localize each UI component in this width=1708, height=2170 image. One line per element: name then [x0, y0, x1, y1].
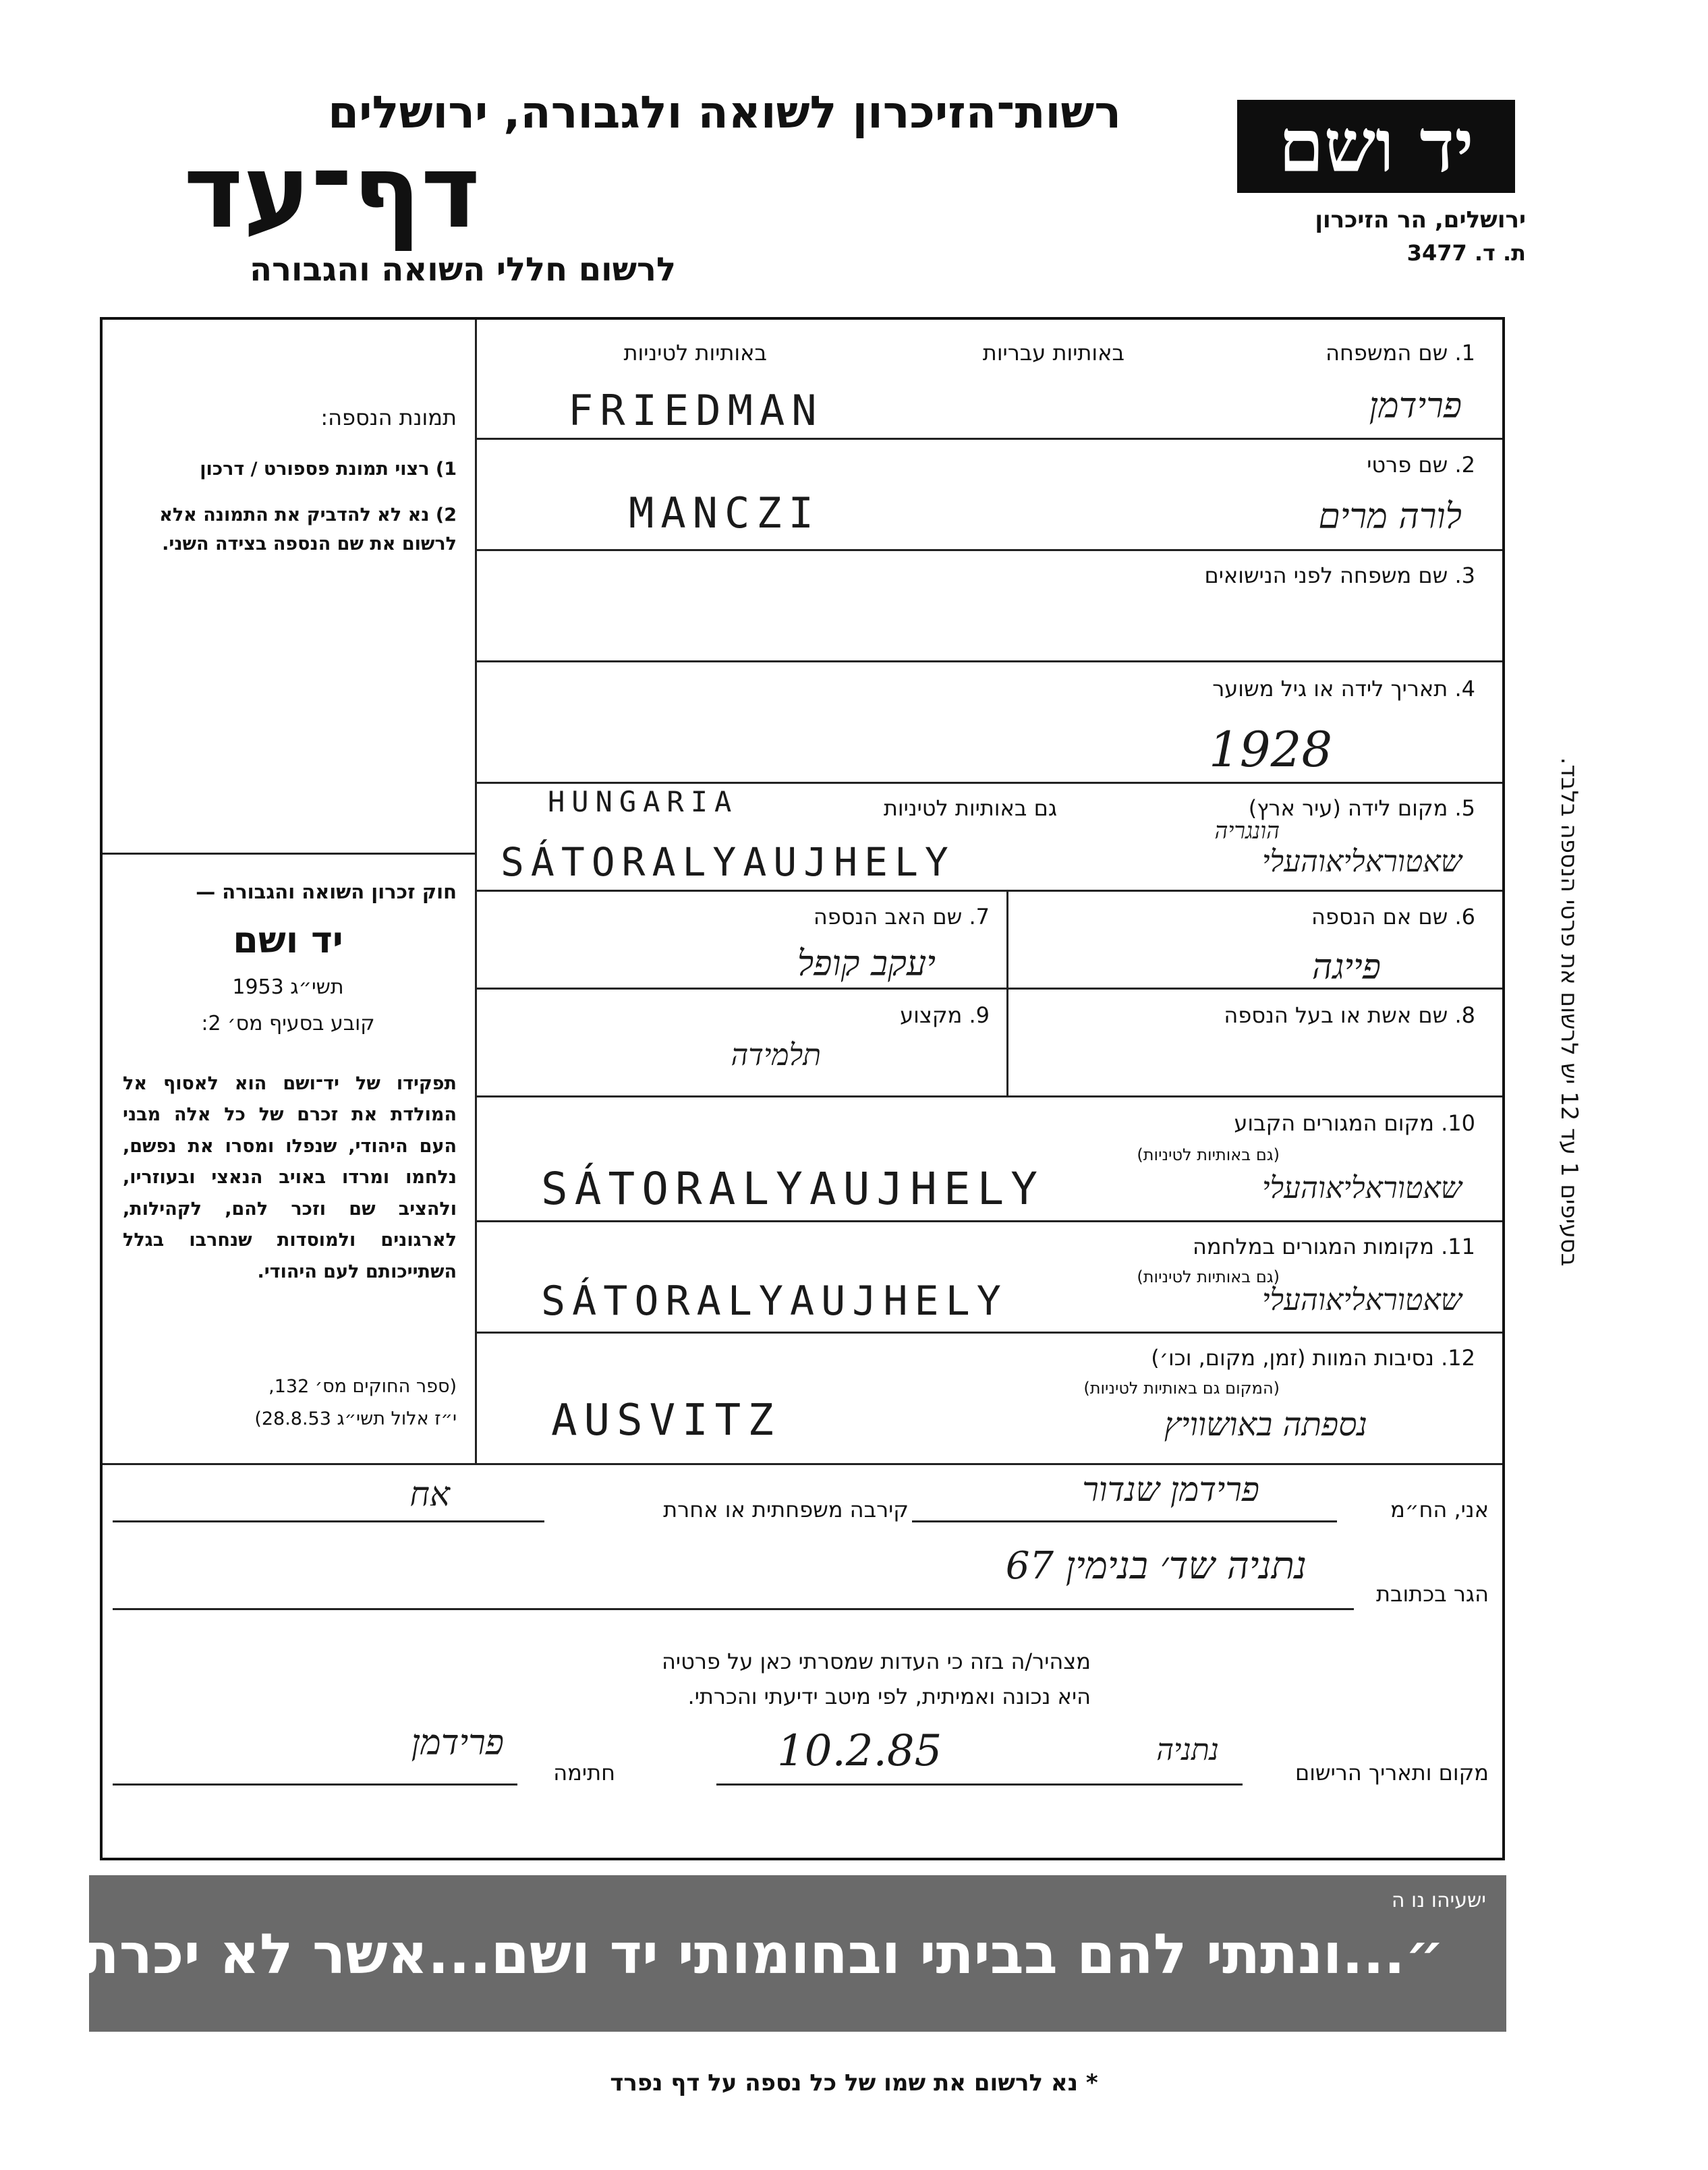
field-11-label: 11. מקומות המגורים במלחמה [1192, 1234, 1475, 1259]
law-source: (ספר החוקים מס׳ 132, [268, 1376, 457, 1397]
declaration-relation-value: אח [409, 1475, 450, 1514]
form-frame [100, 317, 1505, 1860]
banner-quote: ״...ונתתי להם בביתי ובחומותי יד ושם...אשר לא יכרת״ [42, 1922, 1444, 1987]
law-date: י״ז אלול תשי״ג 28.8.53) [254, 1408, 457, 1429]
field-7-label: 7. שם האב הנספה [813, 904, 990, 930]
place-date-line [716, 1783, 1243, 1786]
field-1-label: 1. שם המשפחה [1326, 340, 1475, 366]
field-8-label: 8. שם אשת או בעל הנספה [1224, 1002, 1475, 1028]
footnote: * נא לרשום את שמו של כל נספה על דף נפרד [610, 2069, 1098, 2096]
field-11-sublabel: (גם באותיות לטיניות) [1137, 1267, 1280, 1286]
institution-title: רשות־הזיכרון לשואה ולגבורה, ירושלים [328, 86, 1121, 138]
field-5-country-latin: HUNGARIA [548, 785, 739, 818]
photo-title: תמונת הנספה: [320, 405, 457, 430]
vertical-note-text: בסעיפים 1 עד 12 יש לרשום את פרטי הנספה בלבד. [1556, 757, 1583, 1267]
declaration-address-label: הגר בכתובת [1375, 1581, 1489, 1607]
field-4-value: 1928 [1209, 721, 1333, 778]
field-7-value: יעקב קופל [797, 944, 936, 984]
declaration-relation-line [113, 1520, 544, 1522]
hebrew-column-header: באותיות עבריות [982, 340, 1125, 366]
quote-banner [42, 1875, 1506, 2032]
field-10-sublabel: (גם באותיות לטיניות) [1137, 1145, 1280, 1164]
field-9-value: תלמידה [731, 1038, 821, 1073]
field-5-country-hebrew: הונגריה [1214, 818, 1280, 845]
field-4-label: 4. תאריך לידה או גיל משוער [1212, 676, 1475, 702]
field-1-value-hebrew: פרידמן [1369, 386, 1462, 426]
declaration-name-value: פרידמן שנדור [1082, 1470, 1259, 1509]
field-6-label: 6. שם אם הנספה [1311, 904, 1475, 930]
field-12-label: 12. נסיבות המוות (זמן, מקום, וכו׳) [1151, 1345, 1475, 1371]
vertical-note [1549, 675, 1589, 1349]
field-12-value-hebrew: נספתה באושוויץ [1164, 1406, 1367, 1444]
declaration-address-line [113, 1608, 1354, 1610]
law-year: תשי״ג 1953 [232, 975, 344, 999]
law-clause: קובע בסעיף מס׳ 2: [201, 1012, 375, 1035]
field-5-label: 5. מקום לידה (עיר ארץ) [1248, 795, 1475, 821]
law-title: חוק זכרון השואה והגבורה — [196, 880, 457, 903]
row-line [477, 1220, 1502, 1222]
address-line: ירושלים, הר הזיכרון [1315, 206, 1526, 233]
row-line [477, 890, 1502, 892]
field-2-value-hebrew: לורה מרים [1318, 496, 1462, 537]
field-5-latin-note: גם באותיות לטיניות [883, 795, 1057, 821]
latin-column-header: באותיות לטיניות [623, 340, 767, 366]
field-11-value-hebrew: שאטוראליאוהעלי [1262, 1283, 1462, 1317]
banner-source: ישעיהו נו ה [1391, 1889, 1486, 1912]
row-line [477, 1095, 1502, 1097]
law-text: תפקידו של יד־ושם הוא לאסוף אל המולדת את זכרם של כל אלה מבני העם היהודי, שנפלו ומסרו את נפשם, נלחמו ומרדו באויב הנאצי ובעוזריו, ולהציב שם וזכר להם, לקהילות, לארגונים ולמוסדות שנחרבו בגלל השתייכותם לעם היהודי. [123, 1073, 457, 1282]
split-line [1006, 890, 1008, 1095]
row-line [477, 438, 1502, 440]
declaration-statement-2: היא נכונה ואמיתית, לפי מיטב ידיעתי והכרתי. [687, 1684, 1091, 1709]
signature-value: פרידמן [411, 1723, 504, 1763]
row-line [477, 660, 1502, 662]
declaration-address-value: נתניה שד׳ בנימין 67 [1005, 1544, 1307, 1588]
row-line [477, 1332, 1502, 1334]
row-line [477, 782, 1502, 784]
law-name: יד ושם [233, 919, 343, 961]
field-12-value-latin: AUSVITZ [551, 1396, 780, 1446]
row-line [477, 988, 1502, 990]
declaration-i-label: אני, הח״מ [1390, 1497, 1489, 1522]
signature-line [113, 1783, 517, 1786]
field-10-label: 10. מקום המגורים הקבוע [1234, 1110, 1475, 1136]
field-3-label: 3. שם משפחה לפני הנישואים [1204, 563, 1475, 588]
declaration-relation-label: קירבה משפחתית או אחרת [663, 1497, 909, 1522]
page-subtitle: לרשום חללי השואה והגבורה [250, 251, 676, 289]
row-line [477, 549, 1502, 551]
field-9-label: 9. מקצוע [900, 1002, 990, 1028]
declaration-statement-1: מצהיר/ה בזה כי העדות שמסרתי כאן על פרטיה [662, 1649, 1091, 1674]
photo-note-1: 1) רצוי תמונת פספורט / דרכון [200, 459, 457, 480]
field-12-sublabel: (המקום גם באותיות לטיניות) [1083, 1379, 1280, 1398]
field-5-value-latin: SÁTORALYAUJHELY [501, 839, 955, 885]
date-value: 10.2.85 [777, 1726, 942, 1776]
declaration-separator [103, 1463, 1502, 1465]
photo-note-2: 2) נא לא להדביק את התמונה אלא לרשום את שם הנספה בצידה השני. [159, 505, 457, 555]
field-10-value-hebrew: שאטוראליאוהעלי [1262, 1171, 1462, 1205]
field-2-value-latin: MANCZI [629, 488, 820, 538]
sidebar-separator [103, 853, 475, 855]
yad-vashem-logo: יד ושם [1237, 100, 1515, 193]
po-box: ת. ד. 3477 [1406, 240, 1526, 266]
page-title: דף־עד [183, 134, 480, 251]
field-5-value-hebrew: שאטוראליאוהעלי [1262, 845, 1462, 879]
field-2-label: 2. שם פרטי [1367, 452, 1475, 478]
field-11-value-latin: SÁTORALYAUJHELY [541, 1278, 1008, 1325]
field-10-value-latin: SÁTORALYAUJHELY [541, 1163, 1045, 1215]
place-value: נתניה [1156, 1733, 1219, 1767]
declaration-name-line [912, 1520, 1337, 1522]
signature-label: חתימה [553, 1760, 615, 1786]
field-6-value: פייגה [1311, 947, 1381, 988]
place-date-label: מקום ותאריך הרישום [1294, 1760, 1489, 1786]
field-1-value-latin: FRIEDMAN [568, 386, 824, 435]
